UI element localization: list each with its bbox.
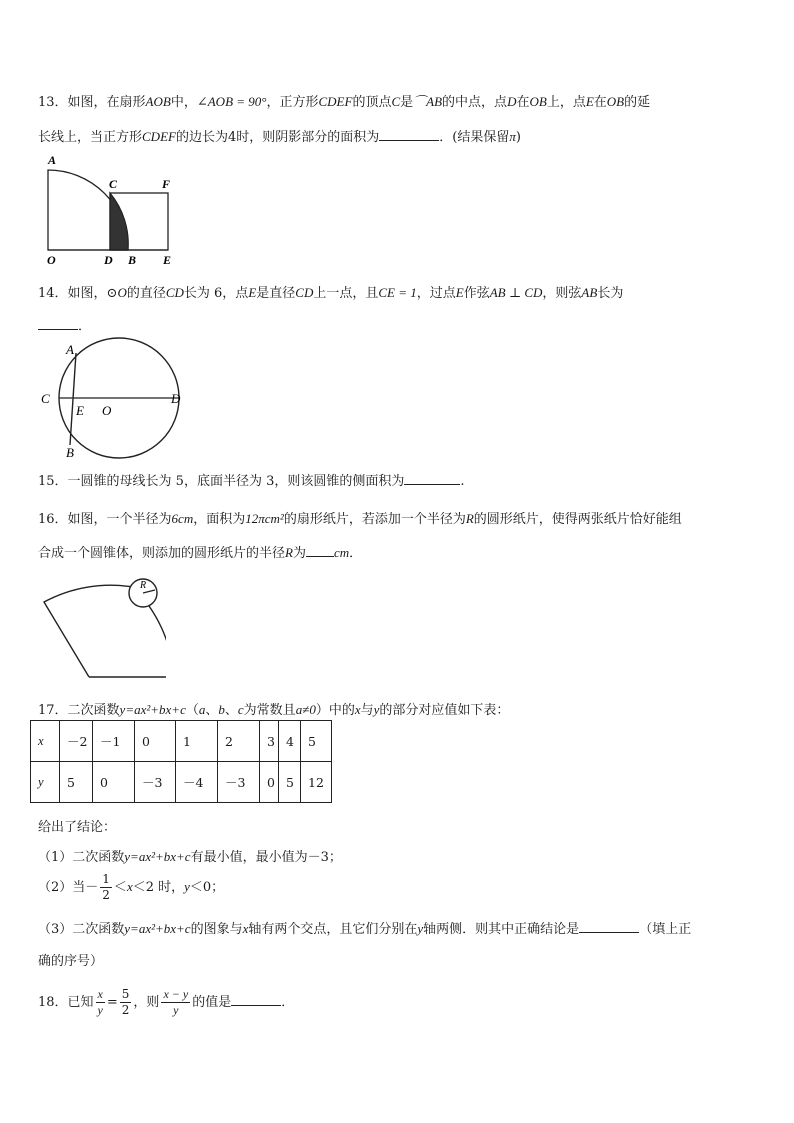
table-cell: －3 [218, 762, 260, 803]
table-cell: －3 [135, 762, 176, 803]
label-B: B [128, 253, 137, 267]
label-A: A [66, 342, 74, 357]
q13-answer-blank[interactable] [379, 128, 439, 141]
q15-line: 15．一圆锥的母线长为 5，底面半径为 3，则该圆锥的侧面积为 . [38, 474, 465, 489]
q17-conclusion-2: （2）当－ $\frac{1}{2}$ ＜x＜2 时，y＜0； [38, 872, 225, 902]
fraction-one-half: $\frac{1}{2}$ [102, 872, 110, 902]
fraction-x-over-y: $\frac{x}{y}$ [97, 987, 103, 1017]
label-R: R [140, 580, 147, 591]
circle-chord-diagram [36, 336, 186, 464]
table-cell: －1 [93, 721, 135, 762]
q16-line2: 合成一个圆锥体，则添加的圆形纸片的半径R为 cm． [38, 545, 363, 561]
q14-figure [36, 336, 186, 468]
table-cell: 0 [260, 762, 279, 803]
table-cell: 3 [260, 721, 279, 762]
q16-answer-blank[interactable] [306, 544, 334, 557]
fraction-5-over-2: $\frac{5}{2}$ [121, 987, 130, 1017]
q16-figure [36, 566, 166, 688]
table-cell: －2 [60, 721, 93, 762]
sector-square-diagram [30, 150, 190, 268]
q13-figure [30, 150, 190, 272]
q14-line2: ． [38, 315, 91, 334]
table-cell: 12 [301, 762, 332, 803]
table-cell: 1 [176, 721, 218, 762]
q18-answer-blank[interactable] [231, 993, 281, 1006]
q13-line1: 13．如图，在扇形AOB中，∠AOB = 90°，正方形CDEF的顶点C是⌒AB的中点，点D在OB上，点E在OB的延 [38, 94, 651, 110]
q14-answer-blank[interactable] [38, 317, 78, 330]
q13-line2: 长线上，当正方形CDEF的边长为4时，则阴影部分的面积为 ．(结果保留π) [38, 129, 521, 145]
table-cell: 0 [93, 762, 135, 803]
table-row-y [31, 762, 332, 803]
table-cell: －4 [176, 762, 218, 803]
label-B: B [66, 445, 74, 460]
table-cell: 5 [301, 721, 332, 762]
label-E: E [76, 403, 84, 418]
table-cell: x [31, 721, 60, 762]
table-cell: 2 [218, 721, 260, 762]
label-C: C [41, 391, 50, 406]
q18-line: 18．已知 $\frac{x}{y}$ = $\frac{5}{2}$ ，则 $\frac{x - y}{y}$ 的值是 ． [38, 987, 295, 1017]
q14-line1: 14．如图，⊙O的直径CD长为 6，点E是直径CD上一点，且CE = 1，过点E作弦AB ⊥ CD，则弦AB长为 [38, 285, 624, 301]
fraction-xminusy-over-y: $\frac{x - y}{y}$ [163, 987, 189, 1017]
label-D: D [104, 253, 113, 267]
table-cell: 0 [135, 721, 176, 762]
q17-conclusion-1: （1）二次函数y=ax²+bx+c有最小值，最小值为－3； [38, 849, 342, 865]
q17-conclusion-3: （3）二次函数y=ax²+bx+c的图象与x轴有两个交点，且它们分别在y轴两侧．则其中正确结论是 （填上正 [38, 921, 692, 937]
label-O: O [47, 253, 56, 267]
q15-answer-blank[interactable] [404, 472, 460, 485]
label-F: F [162, 177, 171, 191]
table-cell: 5 [279, 762, 301, 803]
table-cell: 4 [279, 721, 301, 762]
q17-given: 给出了结论： [38, 820, 117, 835]
table-cell: 5 [60, 762, 93, 803]
q17-value-table [30, 720, 332, 803]
q17-intro: 17．二次函数y=ax²+bx+c（a、b、c为常数且a≠0）中的x与y的部分对应值如下表： [38, 702, 510, 718]
q17-conclusion-3-cont: 确的序号） [38, 954, 104, 969]
table-cell: y [31, 762, 60, 803]
sector-circle-diagram [36, 566, 166, 684]
label-D: D [171, 391, 181, 406]
q17-answer-blank[interactable] [579, 920, 639, 933]
label-E: E [163, 253, 172, 267]
q16-line1: 16．如图，一个半径为6cm，面积为12πcm²的扇形纸片，若添加一个半径为R的圆形纸片，使得两张纸片恰好能组 [38, 511, 682, 527]
label-A: A [48, 153, 57, 167]
label-O: O [102, 403, 112, 418]
table-row-x [31, 721, 332, 762]
label-C: C [109, 177, 118, 191]
